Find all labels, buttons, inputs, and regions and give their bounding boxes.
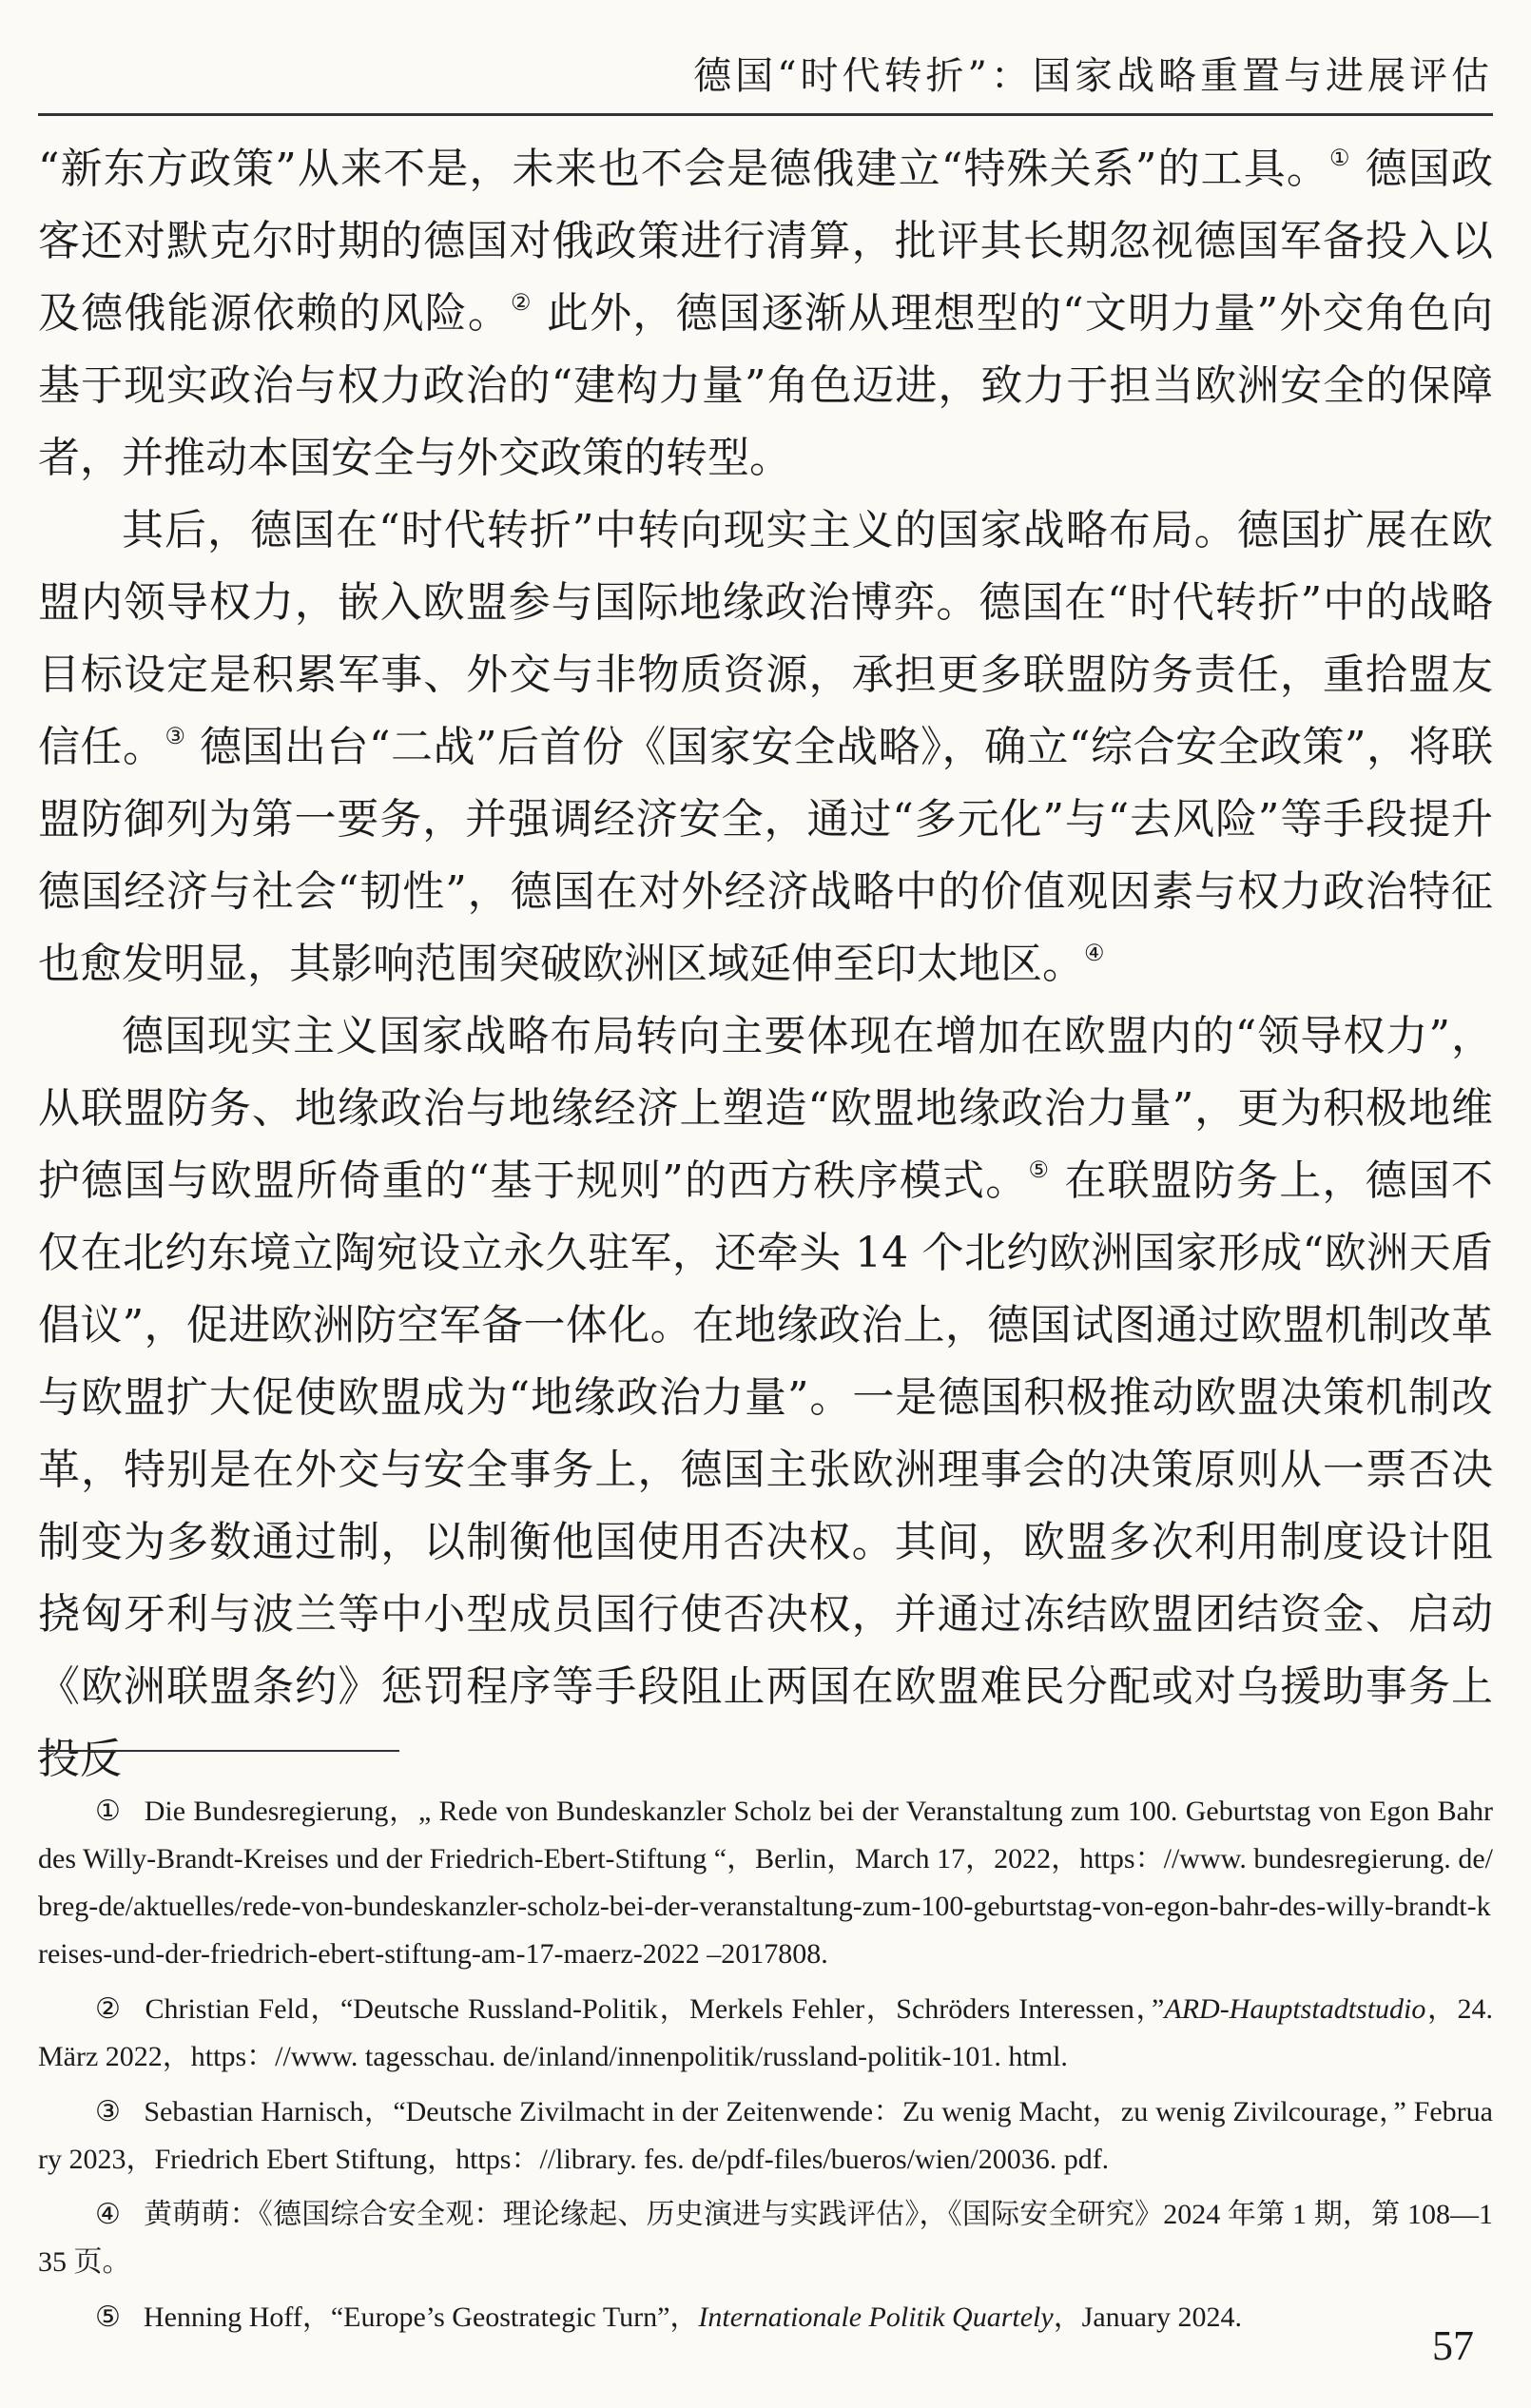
running-title: 德国“时代转折”：国家战略重置与进展评估 — [693, 54, 1493, 98]
running-header — [38, 46, 1493, 116]
footnotes — [38, 1788, 1493, 2349]
footnote-2: ② Christian Feld，“Deutsche Russland-Politik，Merkels Fehler，Schröders Interessen，”ARD-Hauptstadtstudio，24. März 2022，https：//www. tagesschau. de/inland/innenpolitik/russland-politik-101. html. — [38, 1993, 1494, 2072]
footnote-ref-3[interactable]: ③ — [165, 723, 186, 749]
footnote-4: ④ 黄萌萌：《德国综合安全观：理论缘起、历史演进与实践评估》，《国际安全研究》2024 年第 1 期，第 108—135 页。 — [38, 2199, 1493, 2278]
footnote-5: ⑤ Henning Hoff，“Europe’s Geostrategic Turn”，Internationale Politik Quartely，January 2024. — [95, 2301, 1242, 2333]
main-text — [38, 133, 1493, 1796]
paragraph-1: “新东方政策”从来不是，未来也不会是德俄建立“特殊关系”的工具。① 德国政客还对默克尔时期的德国对俄政策进行清算，批评其长期忽视德国军备投入以及德俄能源依赖的风险。② 此外，德国逐渐从理想型的“文明力量”外交角色向基于现实政治与权力政治的“建构力量”角色迈进，致力于担当欧洲安全的保障者，并推动本国安全与外交政策的转型。 — [38, 145, 1493, 482]
footnote-3: ③ Sebastian Harnisch，“Deutsche Zivilmacht in der Zeitenwende：Zu wenig Macht，zu wenig Zivilcourage，” February 2023，Friedrich Ebert Stiftung，https：//library. fes. de/pdf-files/bueros/wien/20036. pdf. — [38, 2096, 1493, 2175]
footnote-ref-4[interactable]: ④ — [1084, 940, 1105, 966]
footnote-divider — [38, 1750, 399, 1752]
footnote-1: ① Die Bundesregierung，„ Rede von Bundeskanzler Scholz bei der Veranstaltung zum 100. Geburtstag von Egon Bahr des Willy-Brandt-Kreises und der Friedrich-Ebert-Stiftung “，Berlin，March 17，2022，https：//www. bundesregierung. de/breg-de/aktuelles/rede-von-bundeskanzler-scholz-bei-der-veranstaltung-zum-100-geburtstag-von-egon-bahr-des-willy-brandt-kreises-und-der-friedrich-ebert-stiftung-am-17-maerz-2022 –2017808. — [38, 1796, 1493, 1970]
footnote-ref-5[interactable]: ⑤ — [1028, 1156, 1051, 1183]
paragraph-3: 德国现实主义国家战略布局转向主要体现在增加在欧盟内的“领导权力”，从联盟防务、地缘政治与地缘经济上塑造“欧盟地缘政治力量”，更为积极地维护德国与欧盟所倚重的“基于规则”的西方秩序模式。⑤ 在联盟防务上，德国不仅在北约东境立陶宛设立永久驻军，还牵头 14 个北约欧洲国家形成“欧洲天盾倡议”，促进欧洲防空军备一体化。在地缘政治上，德国试图通过欧盟机制改革与欧盟扩大促使欧盟成为“地缘政治力量”。一是德国积极推动欧盟决策机制改革，特别是在外交与安全事务上，德国主张欧洲理事会的决策原则从一票否决制变为多数通过制，以制衡他国使用否决权。其间，欧盟多次利用制度设计阻挠匈牙利与波兰等中小型成员国行使否决权，并通过冻结欧盟团结资金、启动《欧洲联盟条约》惩罚程序等手段阻止两国在欧盟难民分配或对乌援助事务上投反 — [38, 1012, 1493, 1783]
page-number: 57 — [1432, 2322, 1474, 2369]
footnote-ref-1[interactable]: ① — [1328, 145, 1351, 171]
footnote-ref-2[interactable]: ② — [511, 289, 533, 316]
paragraph-2: 其后，德国在“时代转折”中转向现实主义的国家战略布局。德国扩展在欧盟内领导权力，嵌入欧盟参与国际地缘政治博弈。德国在“时代转折”中的战略目标设定是积累军事、外交与非物质资源，承担更多联盟防务责任，重拾盟友信任。③ 德国出台“二战”后首份《国家安全战略》，确立“综合安全政策”，将联盟防御列为第一要务，并强调经济安全，通过“多元化”与“去风险”等手段提升德国经济与社会“韧性”，德国在对外经济战略中的价值观因素与权力政治特征也愈发明显，其影响范围突破欧洲区域延伸至印太地区。④ — [38, 506, 1493, 988]
